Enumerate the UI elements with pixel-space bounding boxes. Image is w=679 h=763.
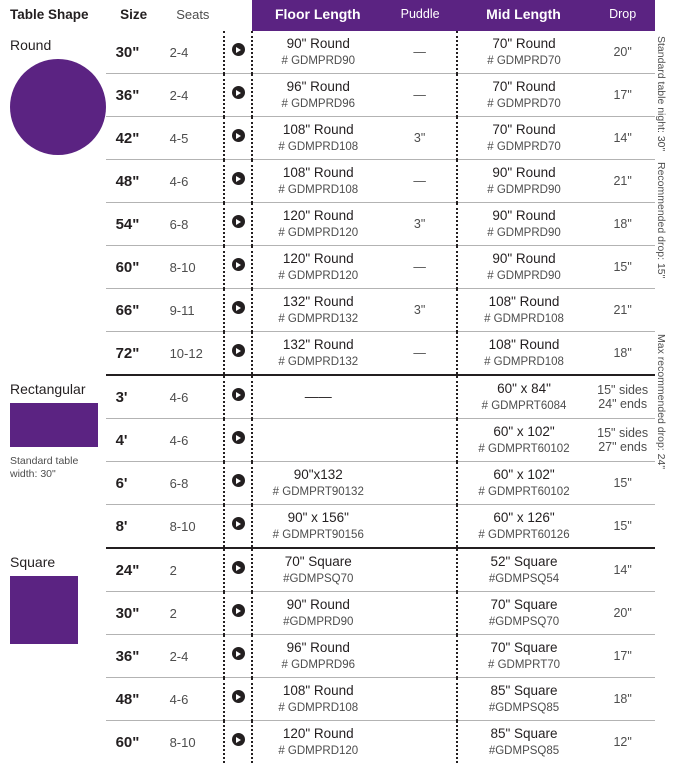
mid-length-sku: #GDMPSQ54 xyxy=(458,572,591,586)
floor-length-size: —— xyxy=(253,389,383,406)
cell-mid-length xyxy=(457,678,591,721)
cell-puddle xyxy=(383,462,456,505)
cell-size: 60" xyxy=(106,721,162,763)
mid-length-size: 52" Square xyxy=(458,554,591,571)
floor-length-sku: # GDMPRD120 xyxy=(253,269,383,283)
floor-length-sku: # GDMPRD90 xyxy=(253,54,383,68)
arrow-right-circle-icon xyxy=(232,690,245,703)
cell-seats: 4-5 xyxy=(162,117,224,160)
column-header-spacer xyxy=(224,0,252,31)
cell-seats: 4-6 xyxy=(162,678,224,721)
mid-length-sku: # GDMPRT70 xyxy=(458,658,591,672)
cell-arrow xyxy=(224,505,252,549)
cell-seats: 2 xyxy=(162,548,224,592)
mid-length-sku: # GDMPRT60102 xyxy=(458,485,591,499)
cell-seats: 2-4 xyxy=(162,74,224,117)
cell-floor-length xyxy=(252,419,383,462)
floor-length-size: 96" Round xyxy=(253,79,383,96)
cell-seats: 9-11 xyxy=(162,289,224,332)
cell-arrow xyxy=(224,721,252,763)
shape-note: Standard table width: 30" xyxy=(10,455,98,481)
floor-length-size: 132" Round xyxy=(253,294,383,311)
cell-mid-length xyxy=(457,160,591,203)
floor-length-size: 96" Round xyxy=(253,640,383,657)
arrow-right-circle-icon xyxy=(232,431,245,444)
cell-drop: 21" xyxy=(590,160,655,203)
cell-drop: 15" xyxy=(590,246,655,289)
cell-drop: 20" xyxy=(590,31,655,74)
cell-size: 30" xyxy=(106,31,162,74)
cell-mid-length xyxy=(457,332,591,376)
shape-swatch-rectangle-icon xyxy=(10,403,98,447)
column-header-puddle: Puddle xyxy=(383,0,456,31)
cell-seats: 4-6 xyxy=(162,419,224,462)
column-header-mid-length: Mid Length xyxy=(457,0,591,31)
arrow-right-circle-icon xyxy=(232,517,245,530)
floor-length-size: 132" Round xyxy=(253,337,383,354)
cell-arrow xyxy=(224,160,252,203)
arrow-right-circle-icon xyxy=(232,647,245,660)
cell-drop: 14" xyxy=(590,117,655,160)
cell-seats: 2 xyxy=(162,592,224,635)
cell-mid-length xyxy=(457,375,591,419)
column-header-floor-length: Floor Length xyxy=(252,0,383,31)
cell-drop: 18" xyxy=(590,332,655,376)
shape-cell-square xyxy=(0,548,106,763)
cell-arrow xyxy=(224,592,252,635)
cell-drop: 21" xyxy=(590,289,655,332)
shape-label: Rectangular xyxy=(10,381,106,397)
cell-size: 8' xyxy=(106,505,162,549)
cell-mid-length xyxy=(457,592,591,635)
cell-arrow xyxy=(224,246,252,289)
cell-size: 66" xyxy=(106,289,162,332)
side-notes xyxy=(655,34,677,494)
cell-seats: 2-4 xyxy=(162,31,224,74)
column-header-size: Size xyxy=(106,0,162,31)
mid-length-size: 60" x 126" xyxy=(458,510,591,527)
cell-seats: 8-10 xyxy=(162,721,224,763)
mid-length-size: 70" Square xyxy=(458,597,591,614)
cell-arrow xyxy=(224,548,252,592)
cell-seats: 6-8 xyxy=(162,462,224,505)
cell-mid-length xyxy=(457,635,591,678)
cell-floor-length xyxy=(252,160,383,203)
cell-floor-length xyxy=(252,31,383,74)
shape-cell-round xyxy=(0,31,106,375)
floor-length-size: 90"x132 xyxy=(253,467,383,484)
mid-length-sku: # GDMPRD90 xyxy=(458,183,591,197)
cell-size: 48" xyxy=(106,160,162,203)
arrow-right-circle-icon xyxy=(232,474,245,487)
cell-floor-length xyxy=(252,505,383,549)
cell-mid-length xyxy=(457,505,591,549)
arrow-right-circle-icon xyxy=(232,733,245,746)
arrow-right-circle-icon xyxy=(232,172,245,185)
cell-puddle xyxy=(383,721,456,763)
floor-length-sku: # GDMPRT90132 xyxy=(253,485,383,499)
cell-arrow xyxy=(224,419,252,462)
cell-floor-length xyxy=(252,721,383,763)
cell-floor-length xyxy=(252,74,383,117)
shape-cell-rectangular xyxy=(0,375,106,548)
cell-seats: 4-6 xyxy=(162,160,224,203)
mid-length-sku: # GDMPRD108 xyxy=(458,312,591,326)
cell-arrow xyxy=(224,31,252,74)
cell-drop: 17" xyxy=(590,635,655,678)
arrow-right-circle-icon xyxy=(232,301,245,314)
mid-length-size: 60" x 102" xyxy=(458,424,591,441)
cell-floor-length xyxy=(252,289,383,332)
floor-length-size: 90" Round xyxy=(253,597,383,614)
cell-puddle: 3" xyxy=(383,117,456,160)
mid-length-size: 108" Round xyxy=(458,337,591,354)
cell-puddle: — xyxy=(383,31,456,74)
cell-arrow xyxy=(224,635,252,678)
cell-arrow xyxy=(224,332,252,376)
cell-drop xyxy=(590,375,655,419)
cell-drop: 15" xyxy=(590,462,655,505)
mid-length-size: 108" Round xyxy=(458,294,591,311)
mid-length-size: 90" Round xyxy=(458,208,591,225)
cell-mid-length xyxy=(457,246,591,289)
floor-length-sku: # GDMPRD108 xyxy=(253,140,383,154)
mid-length-sku: #GDMPSQ85 xyxy=(458,744,591,758)
mid-length-size: 60" x 102" xyxy=(458,467,591,484)
floor-length-sku: # GDMPRD108 xyxy=(253,701,383,715)
cell-puddle xyxy=(383,375,456,419)
cell-puddle xyxy=(383,592,456,635)
drop-line: 15" sides xyxy=(590,426,655,440)
cell-arrow xyxy=(224,203,252,246)
cell-seats: 2-4 xyxy=(162,635,224,678)
mid-length-sku: # GDMPRT60102 xyxy=(458,442,591,456)
floor-length-sku: #GDMPSQ70 xyxy=(253,572,383,586)
cell-puddle xyxy=(383,635,456,678)
cell-floor-length xyxy=(252,462,383,505)
cell-size: 72" xyxy=(106,332,162,376)
floor-length-size: 108" Round xyxy=(253,683,383,700)
floor-length-size: 90" x 156" xyxy=(253,510,383,527)
floor-length-size: 120" Round xyxy=(253,208,383,225)
drop-line: 15" sides xyxy=(590,383,655,397)
arrow-right-circle-icon xyxy=(232,388,245,401)
cell-drop: 18" xyxy=(590,678,655,721)
cell-floor-length xyxy=(252,635,383,678)
floor-length-size: 90" Round xyxy=(253,36,383,53)
mid-length-sku: # GDMPRD90 xyxy=(458,269,591,283)
cell-seats: 6-8 xyxy=(162,203,224,246)
mid-length-sku: #GDMPSQ70 xyxy=(458,615,591,629)
cell-floor-length xyxy=(252,548,383,592)
cell-size: 30" xyxy=(106,592,162,635)
shape-label: Square xyxy=(10,554,106,570)
cell-puddle: — xyxy=(383,246,456,289)
cell-puddle: — xyxy=(383,160,456,203)
cell-size: 4' xyxy=(106,419,162,462)
floor-length-size: 120" Round xyxy=(253,726,383,743)
cell-drop: 20" xyxy=(590,592,655,635)
mid-length-size: 70" Round xyxy=(458,36,591,53)
side-note-recommended-drop: Recommended drop: 15" xyxy=(655,162,667,278)
floor-length-size: 120" Round xyxy=(253,251,383,268)
floor-length-sku: # GDMPRD132 xyxy=(253,355,383,369)
cell-size: 6' xyxy=(106,462,162,505)
cell-puddle: — xyxy=(383,332,456,376)
mid-length-size: 70" Round xyxy=(458,79,591,96)
cell-arrow xyxy=(224,462,252,505)
cell-puddle: 3" xyxy=(383,203,456,246)
cell-drop: 14" xyxy=(590,548,655,592)
mid-length-sku: # GDMPRD70 xyxy=(458,97,591,111)
arrow-right-circle-icon xyxy=(232,344,245,357)
cell-arrow xyxy=(224,289,252,332)
cell-mid-length xyxy=(457,289,591,332)
mid-length-size: 90" Round xyxy=(458,251,591,268)
cell-arrow xyxy=(224,117,252,160)
column-header-drop: Drop xyxy=(590,0,655,31)
floor-length-sku: # GDMPRD120 xyxy=(253,744,383,758)
cell-mid-length xyxy=(457,462,591,505)
cell-arrow xyxy=(224,74,252,117)
cell-mid-length xyxy=(457,419,591,462)
cell-puddle xyxy=(383,505,456,549)
cell-floor-length xyxy=(252,246,383,289)
arrow-right-circle-icon xyxy=(232,129,245,142)
cell-puddle xyxy=(383,419,456,462)
table-body xyxy=(0,31,655,763)
cell-size: 60" xyxy=(106,246,162,289)
cell-puddle: — xyxy=(383,74,456,117)
cell-seats: 4-6 xyxy=(162,375,224,419)
cell-arrow xyxy=(224,375,252,419)
cell-mid-length xyxy=(457,74,591,117)
table-header xyxy=(0,0,655,31)
cell-size: 3' xyxy=(106,375,162,419)
cell-seats: 8-10 xyxy=(162,246,224,289)
table-row xyxy=(0,31,655,74)
cell-puddle: 3" xyxy=(383,289,456,332)
shape-label: Round xyxy=(10,37,106,53)
cell-mid-length xyxy=(457,203,591,246)
arrow-right-circle-icon xyxy=(232,604,245,617)
floor-length-sku: # GDMPRT90156 xyxy=(253,528,383,542)
drop-line: 24" ends xyxy=(590,397,655,411)
floor-length-sku: #GDMPRD90 xyxy=(253,615,383,629)
mid-length-sku: # GDMPRT60126 xyxy=(458,528,591,542)
cell-floor-length xyxy=(252,592,383,635)
mid-length-sku: # GDMPRD108 xyxy=(458,355,591,369)
floor-length-sku: # GDMPRD96 xyxy=(253,97,383,111)
table-row xyxy=(0,548,655,592)
mid-length-sku: # GDMPRD70 xyxy=(458,54,591,68)
cell-size: 36" xyxy=(106,74,162,117)
cell-floor-length xyxy=(252,203,383,246)
table-row xyxy=(0,375,655,419)
arrow-right-circle-icon xyxy=(232,43,245,56)
drop-line: 27" ends xyxy=(590,440,655,454)
column-header-seats: Seats xyxy=(162,0,224,31)
mid-length-size: 90" Round xyxy=(458,165,591,182)
cell-drop: 15" xyxy=(590,505,655,549)
cell-mid-length xyxy=(457,31,591,74)
cell-size: 54" xyxy=(106,203,162,246)
column-header-table-shape: Table Shape xyxy=(0,0,106,31)
mid-length-size: 60" x 84" xyxy=(458,381,591,398)
cell-mid-length xyxy=(457,721,591,763)
cell-seats: 8-10 xyxy=(162,505,224,549)
mid-length-sku: # GDMPRD70 xyxy=(458,140,591,154)
floor-length-sku: # GDMPRD108 xyxy=(253,183,383,197)
floor-length-size: 108" Round xyxy=(253,165,383,182)
mid-length-sku: # GDMPRT6084 xyxy=(458,399,591,413)
cell-seats: 10-12 xyxy=(162,332,224,376)
cell-drop: 12" xyxy=(590,721,655,763)
cell-floor-length xyxy=(252,375,383,419)
cell-floor-length xyxy=(252,117,383,160)
mid-length-size: 85" Square xyxy=(458,683,591,700)
cell-size: 36" xyxy=(106,635,162,678)
shape-swatch-square-icon xyxy=(10,576,78,644)
cell-mid-length xyxy=(457,548,591,592)
cell-size: 42" xyxy=(106,117,162,160)
cell-drop: 18" xyxy=(590,203,655,246)
cell-mid-length xyxy=(457,117,591,160)
arrow-right-circle-icon xyxy=(232,215,245,228)
floor-length-size: 70" Square xyxy=(253,554,383,571)
cell-floor-length xyxy=(252,332,383,376)
mid-length-size: 70" Round xyxy=(458,122,591,139)
cell-drop: 17" xyxy=(590,74,655,117)
cell-size: 24" xyxy=(106,548,162,592)
side-note-max-drop: Max recommended drop: 24" xyxy=(655,334,667,469)
cell-floor-length xyxy=(252,678,383,721)
shape-swatch-circle-icon xyxy=(10,59,106,155)
mid-length-size: 70" Square xyxy=(458,640,591,657)
floor-length-sku: # GDMPRD132 xyxy=(253,312,383,326)
side-note-standard-height: Standard table night: 30" xyxy=(655,36,667,151)
cell-puddle xyxy=(383,678,456,721)
mid-length-size: 85" Square xyxy=(458,726,591,743)
arrow-right-circle-icon xyxy=(232,561,245,574)
mid-length-sku: #GDMPSQ85 xyxy=(458,701,591,715)
floor-length-sku: # GDMPRD120 xyxy=(253,226,383,240)
arrow-right-circle-icon xyxy=(232,86,245,99)
mid-length-sku: # GDMPRD90 xyxy=(458,226,591,240)
cell-size: 48" xyxy=(106,678,162,721)
cell-drop xyxy=(590,419,655,462)
arrow-right-circle-icon xyxy=(232,258,245,271)
floor-length-size: 108" Round xyxy=(253,122,383,139)
floor-length-sku: # GDMPRD96 xyxy=(253,658,383,672)
cell-arrow xyxy=(224,678,252,721)
cell-puddle xyxy=(383,548,456,592)
